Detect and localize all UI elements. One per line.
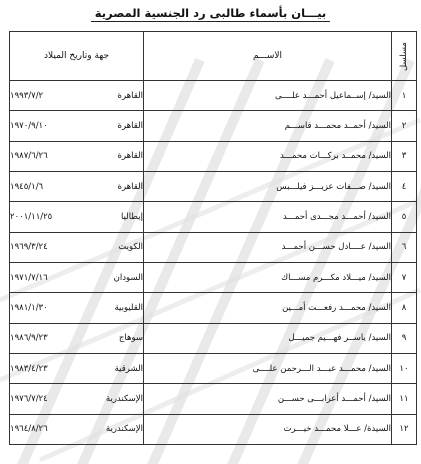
birth-cell [10,141,144,171]
birth-place: الكويت [118,242,143,253]
birth-date: ٢٠٠١/١١/٢٥ [10,211,53,222]
birth-date: ١٩٧٠/٩/١٠ [10,120,48,131]
table-row [10,262,417,292]
table-row [10,141,417,171]
table-row [10,171,417,201]
serial-header: مسلسل [392,32,417,81]
name-header: الاســـم [144,32,392,81]
birth-date: ١٩٨٧/٦/٢٦ [10,151,48,162]
serial-cell: ٨ [392,293,417,323]
birth-cell [10,323,144,353]
name-cell: السيدة/ عـــلا محمـــد خيـــرت [144,414,392,444]
birth-place: القاهرة [117,90,143,101]
serial-cell: ٢ [392,111,417,141]
table-row [10,293,417,323]
birth-header: جهة وتاريخ الميلاد [10,32,144,81]
birth-date: ١٩٦٩/٣/٢٤ [10,242,48,253]
birth-cell [10,414,144,444]
table-row [10,81,417,111]
name-cell: السيد/ محمـــد عبـــد الـــرحمن علــــى [144,353,392,383]
name-cell: السيد/ ياســر فهـــيم جميـــل [144,323,392,353]
table-row [10,384,417,414]
birth-place: الإسكندرية [105,424,143,435]
serial-cell: ١٠ [392,353,417,383]
birth-place: الشرقية [114,363,143,374]
name-cell: السيد/ ميـــلاد مكـــرم مســـاك [144,262,392,292]
table-row [10,353,417,383]
table-row [10,111,417,141]
serial-cell: ٥ [392,202,417,232]
birth-place: القاهرة [117,151,143,162]
serial-cell: ٧ [392,262,417,292]
serial-cell: ١١ [392,384,417,414]
birth-place: السودان [113,272,143,283]
name-cell: السيد/ أحمـــد أعرابـــى حســـن [144,384,392,414]
birth-cell [10,202,144,232]
birth-place: القاهرة [117,120,143,131]
birth-date: ١٩٤٥/١/٦ [10,181,44,192]
name-cell: السيد/ محمـــد رفعـــت أمـــين [144,293,392,323]
name-cell: السيد/ صـــفات عزيـــز فيلـــبس [144,171,392,201]
birth-place: الإسكندرية [105,393,143,404]
serial-cell: ٣ [392,141,417,171]
name-cell: السيد/ أحمــد محمـــد قاســـم [144,111,392,141]
birth-cell [10,111,144,141]
birth-date: ١٩٦٤/٨/٢٦ [10,424,48,435]
name-cell: السيد/ أحمـــد مجـــدى أحمـــد [144,202,392,232]
birth-date: ١٩٨٣/٤/٢٣ [10,363,48,374]
name-cell: السيد/ عــــادل حســـن أحمـــد [144,232,392,262]
birth-date: ١٩٨٦/٩/٢٣ [10,333,48,344]
birth-date: ١٩٧١/٧/١٦ [10,272,48,283]
table-row [10,232,417,262]
birth-date: ١٩٧٦/٧/٢٤ [10,393,48,404]
birth-cell [10,353,144,383]
serial-cell: ١ [392,81,417,111]
birth-cell [10,293,144,323]
serial-cell: ٤ [392,171,417,201]
birth-date: ١٩٩٣/٧/٢ [10,90,44,101]
birth-cell [10,171,144,201]
birth-cell [10,232,144,262]
birth-place: القليوبية [114,302,143,313]
birth-place: القاهرة [117,181,143,192]
name-cell: السيد/ إســماعيل أحمـــد علــــى [144,81,392,111]
table-row [10,323,417,353]
birth-place: إيطاليا [120,211,143,222]
birth-cell [10,262,144,292]
serial-cell: ٦ [392,232,417,262]
birth-cell [10,384,144,414]
table-row [10,202,417,232]
table-row [10,414,417,444]
serial-cell: ١٢ [392,414,417,444]
name-cell: السيد/ محمــد بركـــات محمـــد [144,141,392,171]
birth-cell [10,81,144,111]
serial-cell: ٩ [392,323,417,353]
page-title: بيـــان بأسماء طالبى رد الجنسية المصرية [0,6,421,20]
applicants-table [9,31,417,445]
birth-date: ١٩٨١/١/٣٠ [10,302,48,313]
birth-place: سوهاج [118,333,143,344]
table-header-row [10,32,417,81]
